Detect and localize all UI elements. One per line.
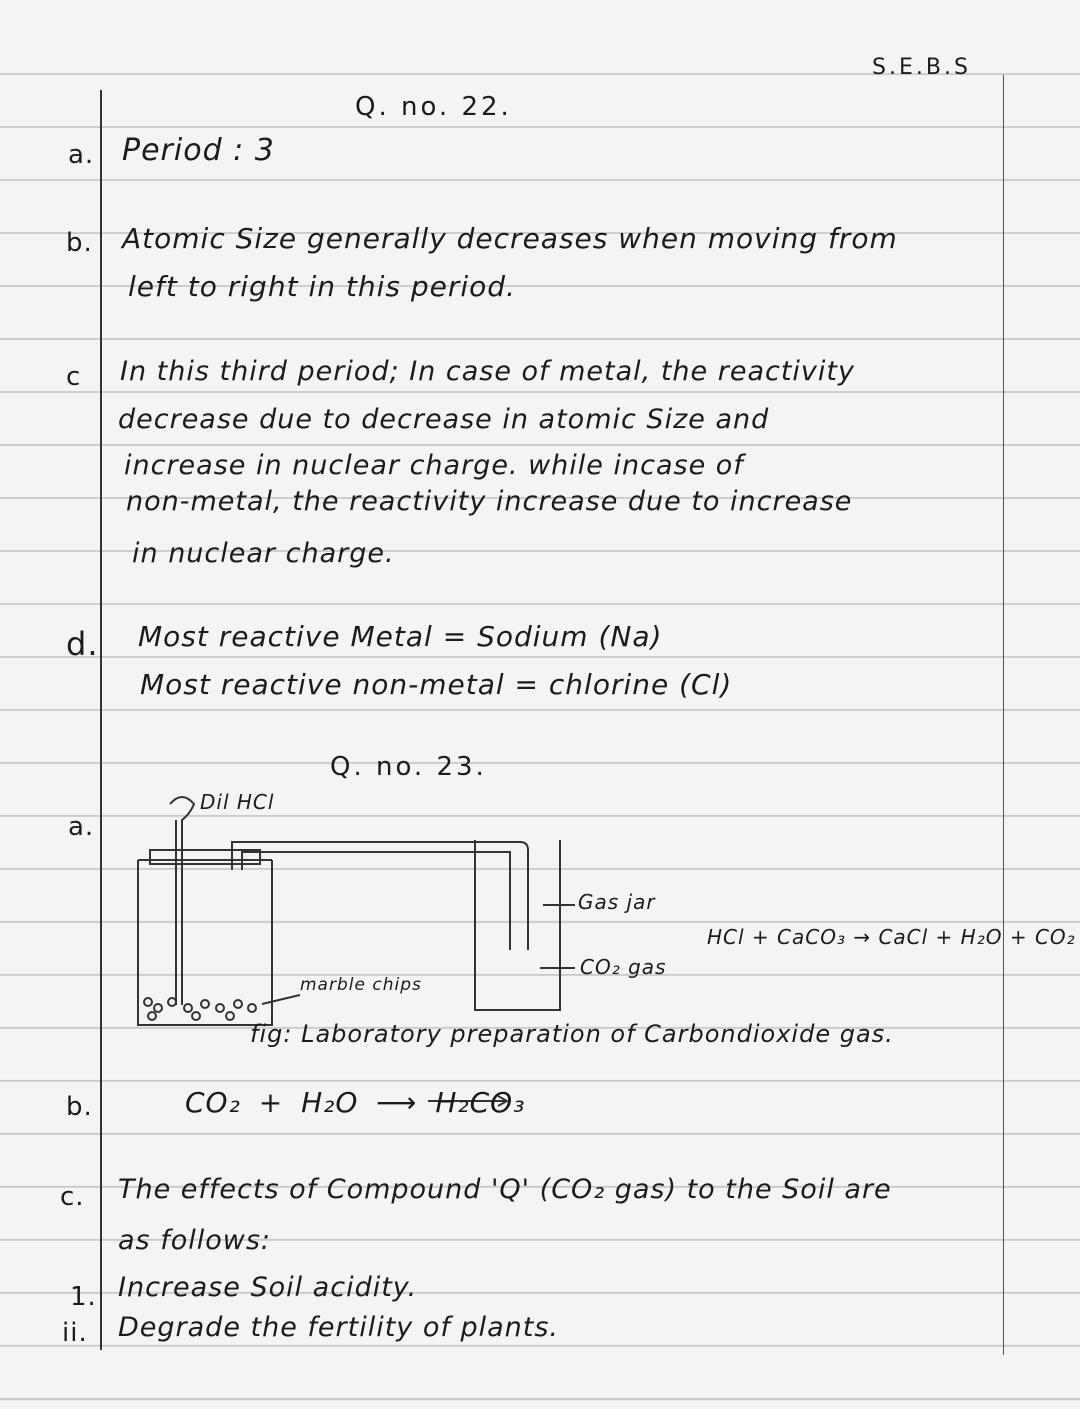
q22-a-marker: a. <box>68 140 95 170</box>
marble-chips <box>144 998 256 1020</box>
q22-a-text: Period : 3 <box>122 133 275 168</box>
q22-c-marker: c <box>66 362 82 392</box>
q23-c-item2: Degrade the fertility of plants. <box>118 1312 560 1343</box>
delivery-tube <box>232 842 528 950</box>
gas-jar-label: Gas jar <box>578 890 656 914</box>
q23-c-item1: Increase Soil acidity. <box>118 1272 418 1303</box>
q22-b-line1: Atomic Size generally decreases when moving from <box>122 222 898 255</box>
q22-c-line2: decrease due to decrease in atomic Size and <box>118 404 770 435</box>
q23-c-marker: c. <box>60 1182 85 1212</box>
figure-caption: fig: Laboratory preparation of Carbondioxide gas. <box>250 1020 894 1048</box>
q23-c-line1: The effects of Compound 'Q' (CO₂ gas) to the Soil are <box>118 1174 892 1205</box>
q23-b-marker: b. <box>66 1092 93 1122</box>
q22-d-line2: Most reactive non-metal = chlorine (Cl) <box>140 668 733 701</box>
q22-c-line4: non-metal, the reactivity increase due to increase <box>126 486 853 517</box>
q22-c-line5: in nuclear charge. <box>132 538 395 569</box>
question-22-title: Q. no. 22. <box>355 92 512 122</box>
q23-a-equation: HCl + CaCO₃ → CaCl + H₂O + CO₂ <box>707 925 1076 949</box>
q22-b-line2: left to right in this period. <box>128 270 516 303</box>
thistle-funnel <box>170 797 194 1005</box>
question-23-title: Q. no. 23. <box>330 752 487 782</box>
dil-hcl-label: Dil HCl <box>200 790 275 814</box>
q22-c-line1: In this third period; In case of metal, the reactivity <box>120 356 855 387</box>
q22-d-marker: d. <box>66 625 99 663</box>
gas-jar <box>475 840 560 1010</box>
co2-gas-label: CO₂ gas <box>580 955 667 979</box>
q23-b-equation: CO₂ + H₂O ⟶ H₂CO₃ <box>185 1086 526 1119</box>
school-code: S.E.B.S <box>872 55 971 80</box>
q23-c-item1-marker: 1. <box>70 1282 97 1312</box>
q22-d-line1: Most reactive Metal = Sodium (Na) <box>138 620 663 653</box>
q22-c-line3: increase in nuclear charge. while incase of <box>124 450 744 481</box>
q23-a-marker: a. <box>68 812 95 842</box>
q22-b-marker: b. <box>66 228 93 258</box>
marble-chips-label: marble chips <box>300 975 422 995</box>
q23-c-item2-marker: ii. <box>62 1318 88 1348</box>
q23-c-line2: as follows: <box>118 1225 271 1256</box>
